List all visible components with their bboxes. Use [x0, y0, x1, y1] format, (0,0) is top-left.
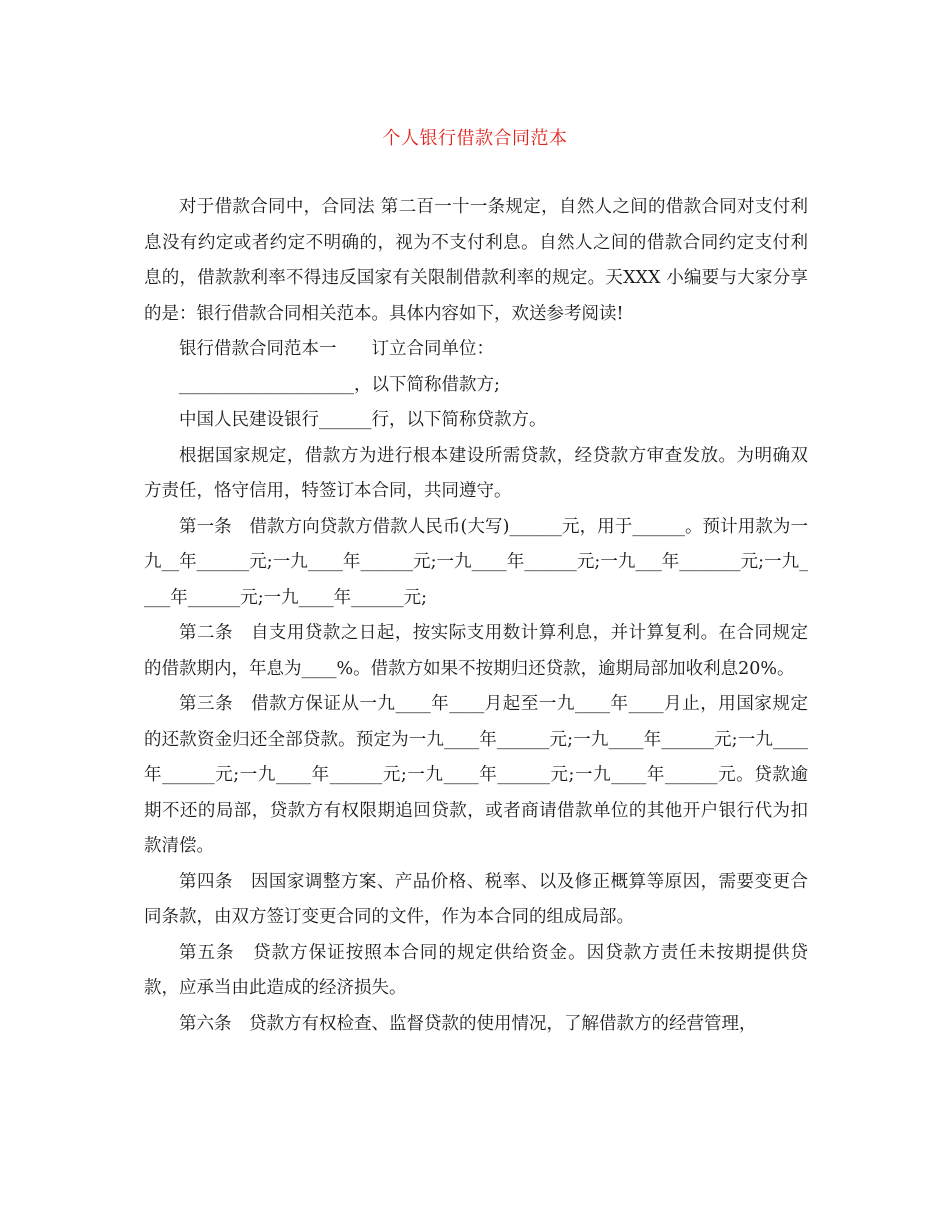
lender-line: 中国人民建设银行______行，以下简称贷款方。: [179, 410, 547, 430]
article-1: 第一条 借款方向贷款方借款人民币(大写)______元，用于______。预计用款为一九__年______元;一九____年______元;一九____年______元;一九___年_______元;一九____年______元;一九____年______元;: [144, 516, 808, 608]
borrower-line: ____________________，以下简称借款方;: [179, 374, 500, 395]
article-5: 第五条 贷款方保证按照本合同的规定供给资金。因贷款方责任未按期提供贷款，应承当由此造成的经济损失。: [144, 942, 808, 998]
preamble-paragraph: 根据国家规定，借款方为进行根本建设所需贷款，经贷款方审查发放。为明确双方责任，恪守信用，特签订本合同，共同遵守。: [144, 445, 808, 501]
article-2: 第二条 自支用贷款之日起，按实际支用数计算利息，并计算复利。在合同规定的借款期内，年息为____%。借款方如果不按期归还贷款，逾期局部加收利息20%。: [144, 623, 808, 679]
document-body: [144, 190, 808, 1042]
article-3: 第三条 借款方保证从一九____年____月起至一九____年____月止，用国家规定的还款资金归还全部贷款。预定为一九____年______元;一九____年______元;一九____年______元;一九____年______元;一九____年______元;一九____年______元。贷款逾期不还的局部，贷款方有权限期追回贷款，或者商请借款单位的其他开户银行代为扣款清偿。: [144, 694, 808, 856]
article-4: 第四条 因国家调整方案、产品价格、税率、以及修正概算等原因，需要变更合同条款，由双方签订变更合同的文件，作为本合同的组成局部。: [144, 871, 808, 927]
intro-paragraph: 对于借款合同中，合同法 第二百一十一条规定，自然人之间的借款合同对支付利息没有约定或者约定不明确的，视为不支付利息。自然人之间的借款合同约定支付利息的，借款款利率不得违反国家有关限制借款利率的规定。天XXX 小编要与大家分享的是：银行借款合同相关范本。具体内容如下，欢送参考阅读!: [144, 197, 808, 324]
document-title: 个人银行借款合同范本: [382, 128, 568, 149]
article-6: 第六条 贷款方有权检查、监督贷款的使用情况，了解借款方的经营管理，: [179, 1013, 757, 1034]
contract-parties-heading: 银行借款合同范本一 订立合同单位：: [179, 339, 494, 359]
